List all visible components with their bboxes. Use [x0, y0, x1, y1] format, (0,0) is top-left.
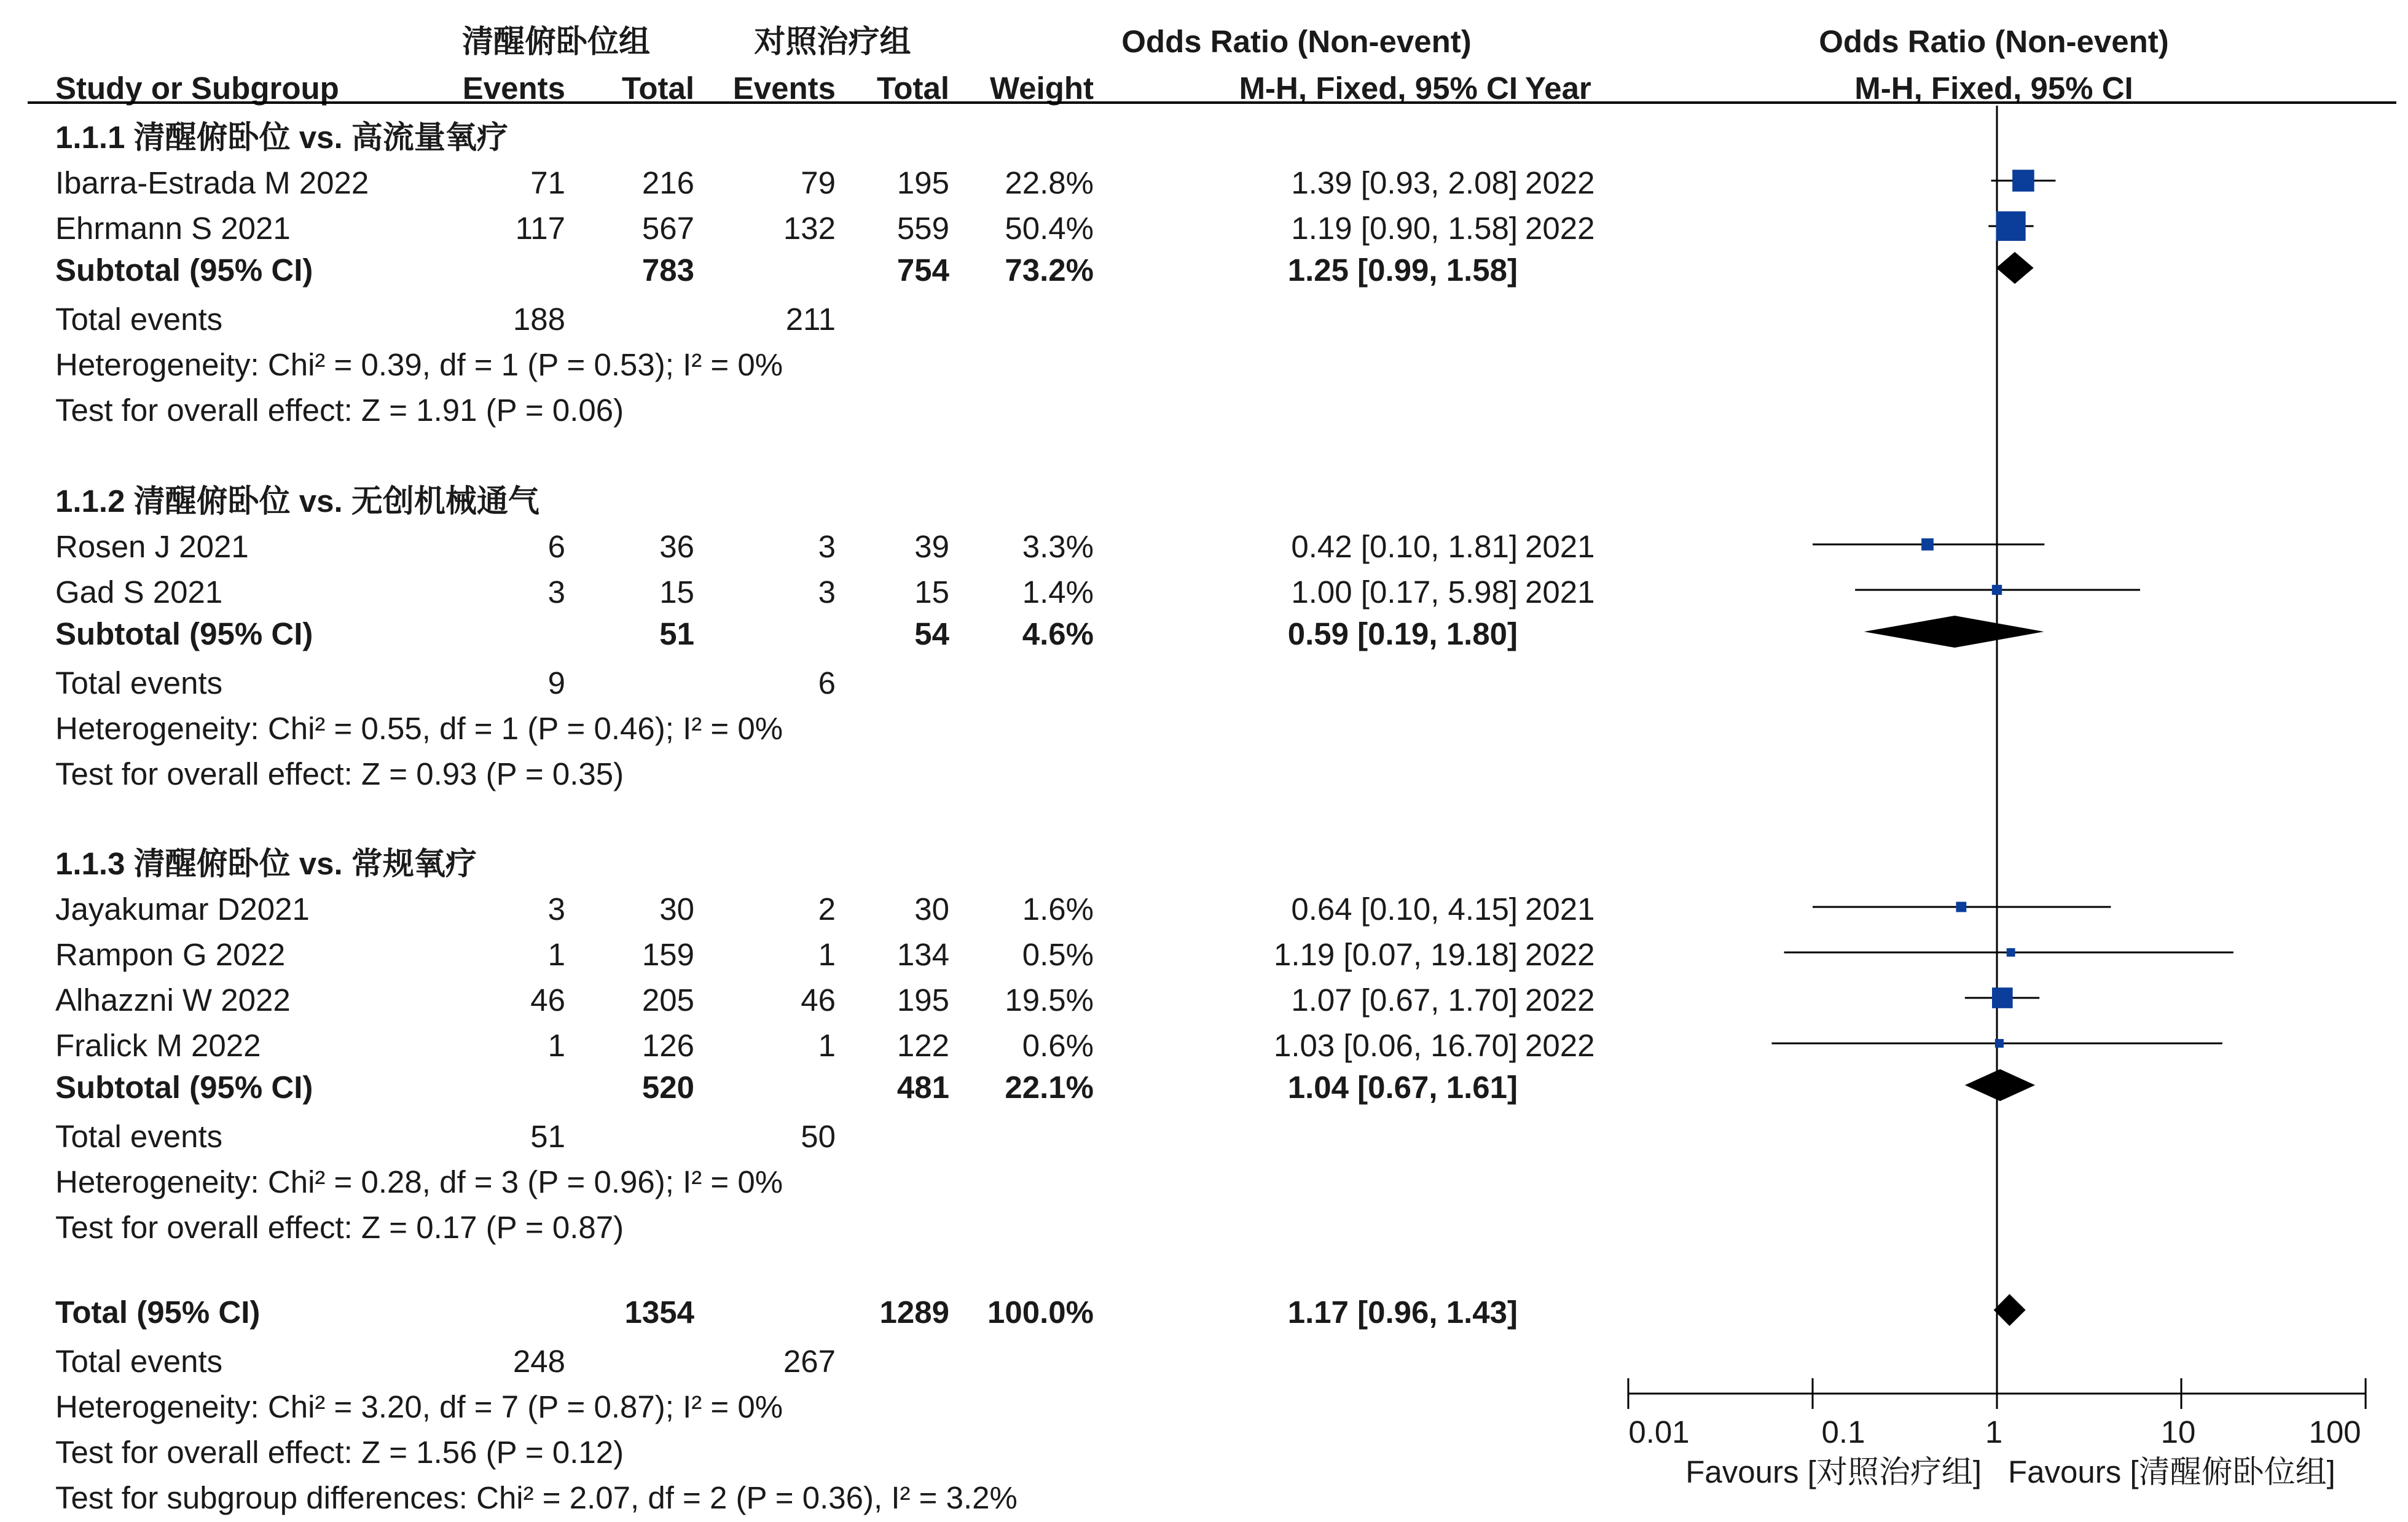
study-events-b: 1	[818, 1028, 836, 1063]
study-name: Fralick M 2022	[55, 1028, 261, 1063]
subtotal-weight: 22.1%	[1005, 1070, 1094, 1105]
subtotal-label: Subtotal (95% CI)	[55, 1070, 313, 1105]
plot-method-header: M-H, Fixed, 95% CI	[1854, 71, 2133, 106]
study-events-a: 3	[547, 892, 565, 927]
study-marker-Fralick M 2022	[1995, 1039, 2004, 1048]
study-name: Ehrmann S 2021	[55, 211, 291, 246]
total-events-label: Total events	[55, 302, 223, 337]
subtotal-total-b: 481	[896, 1070, 949, 1105]
subtotal-label: Subtotal (95% CI)	[55, 616, 313, 651]
grand-total-events-label: Total events	[55, 1344, 223, 1379]
study-ci-text: 1.07 [0.67, 1.70]	[1291, 983, 1518, 1018]
heterogeneity-text: Heterogeneity: Chi² = 0.39, df = 1 (P = 0.53); I² = 0%	[55, 347, 783, 382]
study-marker-Gad S 2021	[1992, 585, 2002, 595]
heterogeneity-text: Heterogeneity: Chi² = 0.55, df = 1 (P = 0.46); I² = 0%	[55, 711, 783, 746]
study-total-a: 216	[641, 165, 694, 200]
study-ci-text: 1.39 [0.93, 2.08]	[1291, 165, 1518, 200]
study-total-a: 36	[659, 529, 694, 564]
study-events-a: 46	[530, 983, 565, 1018]
total-events-b: 50	[801, 1119, 836, 1154]
study-marker-Ehrmann S 2021	[1996, 211, 2026, 241]
total-total-a: 1354	[624, 1295, 694, 1330]
study-total-a: 30	[659, 892, 694, 927]
study-marker-Jayakumar D2021	[1956, 902, 1966, 912]
study-events-b: 1	[818, 937, 836, 972]
study-total-b: 195	[896, 165, 949, 200]
subtotal-total-a: 783	[641, 253, 694, 288]
study-ci-text: 1.19 [0.90, 1.58]	[1291, 211, 1518, 246]
overall-effect-text: Test for overall effect: Z = 0.93 (P = 0.35)	[55, 756, 624, 791]
study-name: Ibarra-Estrada M 2022	[55, 165, 369, 200]
study-weight: 1.4%	[1022, 575, 1094, 610]
overall-effect-text: Test for overall effect: Z = 0.17 (P = 0.87)	[55, 1210, 624, 1245]
study-total-b: 30	[914, 892, 949, 927]
study-total-a: 205	[641, 983, 694, 1018]
overall-effect-text: Test for overall effect: Z = 1.91 (P = 0.06)	[55, 393, 624, 428]
subgroup-title: 1.1.3 清醒俯卧位 vs. 常规氧疗	[55, 846, 477, 881]
effect-header: Odds Ratio (Non-event)	[1121, 24, 1472, 59]
study-total-b: 559	[896, 211, 949, 246]
study-total-a: 15	[659, 575, 694, 610]
study-events-b: 132	[783, 211, 836, 246]
study-events-a: 117	[515, 211, 565, 246]
subtotal-ci-text: 1.25 [0.99, 1.58]	[1287, 253, 1518, 288]
pooled-diamond-Subtotal 1.1.2	[1864, 616, 2044, 648]
study-year: 2021	[1525, 575, 1595, 610]
study-events-b: 46	[801, 983, 836, 1018]
study-total-b: 15	[914, 575, 949, 610]
total-events-a: 9	[547, 665, 565, 700]
events-b-header: Events	[732, 71, 836, 106]
total-events-a: 51	[530, 1119, 565, 1154]
total-weight: 100.0%	[987, 1295, 1094, 1330]
grand-total-events-b: 267	[783, 1344, 836, 1379]
method-header: M-H, Fixed, 95% CI	[1239, 71, 1518, 106]
study-total-a: 159	[641, 937, 694, 972]
total-b-header: Total	[876, 71, 949, 106]
subgroup-title: 1.1.2 清醒俯卧位 vs. 无创机械通气	[55, 484, 539, 519]
study-ci-text: 1.00 [0.17, 5.98]	[1291, 575, 1518, 610]
study-ci-text: 1.19 [0.07, 19.18]	[1274, 937, 1518, 972]
study-marker-Ibarra-Estrada M 2022	[2012, 170, 2034, 192]
total-events-b: 6	[818, 665, 836, 700]
favours-left-label: Favours [对照治疗组]	[1685, 1454, 1982, 1489]
tick-label-10: 10	[2160, 1414, 2196, 1449]
study-name: Rampon G 2022	[55, 937, 286, 972]
tick-label-0.01: 0.01	[1628, 1414, 1690, 1449]
study-ci-text: 1.03 [0.06, 16.70]	[1274, 1028, 1518, 1063]
total-events-label: Total events	[55, 1119, 223, 1154]
subtotal-total-b: 54	[914, 616, 949, 651]
total-events-b: 211	[785, 302, 836, 337]
study-year: 2022	[1525, 211, 1595, 246]
total-total-b: 1289	[879, 1295, 949, 1330]
pooled-diamond-Subtotal 1.1.1	[1996, 252, 2034, 284]
study-events-b: 79	[801, 165, 836, 200]
study-events-a: 1	[547, 1028, 565, 1063]
study-total-a: 567	[641, 211, 694, 246]
study-marker-Rampon G 2022	[2007, 948, 2015, 957]
study-year: 2022	[1525, 165, 1595, 200]
grand-overall-effect-text: Test for overall effect: Z = 1.56 (P = 0.12)	[55, 1435, 624, 1470]
tick-label-100: 100	[2308, 1414, 2361, 1449]
study-name: Alhazzni W 2022	[55, 983, 291, 1018]
study-year: 2022	[1525, 937, 1595, 972]
subtotal-ci-text: 1.04 [0.67, 1.61]	[1287, 1070, 1518, 1105]
study-weight: 19.5%	[1005, 983, 1094, 1018]
study-events-a: 6	[547, 529, 565, 564]
subgroup-differences-text: Test for subgroup differences: Chi² = 2.07, df = 2 (P = 0.36), I² = 3.2%	[55, 1480, 1018, 1515]
study-weight: 50.4%	[1005, 211, 1094, 246]
weight-header: Weight	[989, 71, 1094, 106]
study-weight: 3.3%	[1022, 529, 1094, 564]
plot-effect-header: Odds Ratio (Non-event)	[1819, 24, 2169, 59]
study-total-b: 122	[896, 1028, 949, 1063]
study-events-b: 2	[818, 892, 836, 927]
group-b-header: 对照治疗组	[754, 24, 911, 59]
pooled-diamond-Subtotal 1.1.3	[1965, 1069, 2035, 1101]
total-a-header: Total	[621, 71, 694, 106]
study-events-a: 1	[547, 937, 565, 972]
study-events-a: 3	[547, 575, 565, 610]
study-name: Gad S 2021	[55, 575, 223, 610]
study-total-b: 134	[896, 937, 949, 972]
subgroup-title: 1.1.1 清醒俯卧位 vs. 高流量氧疗	[55, 120, 508, 155]
study-year: 2021	[1525, 892, 1595, 927]
study-year: 2021	[1525, 529, 1595, 564]
grand-total-events-a: 248	[512, 1344, 565, 1379]
events-a-header: Events	[462, 71, 565, 106]
study-total-a: 126	[641, 1028, 694, 1063]
study-name: Jayakumar D2021	[55, 892, 310, 927]
study-name: Rosen J 2021	[55, 529, 249, 564]
pooled-diamond-Total	[1994, 1294, 2026, 1326]
study-events-a: 71	[530, 165, 565, 200]
study-weight: 22.8%	[1005, 165, 1094, 200]
subtotal-ci-text: 0.59 [0.19, 1.80]	[1287, 616, 1518, 651]
study-year: 2022	[1525, 983, 1595, 1018]
study-marker-Alhazzni W 2022	[1992, 987, 2013, 1008]
study-marker-Rosen J 2021	[1921, 538, 1934, 551]
study-total-b: 39	[914, 529, 949, 564]
study-events-b: 3	[818, 575, 836, 610]
tick-label-1: 1	[1985, 1414, 2003, 1449]
year-header: Year	[1525, 71, 1591, 106]
study-events-b: 3	[818, 529, 836, 564]
study-header: Study or Subgroup	[55, 71, 339, 106]
subtotal-weight: 73.2%	[1005, 253, 1094, 288]
favours-right-label: Favours [清醒俯卧位组]	[2008, 1454, 2335, 1489]
total-label: Total (95% CI)	[55, 1295, 261, 1330]
tick-label-0.1: 0.1	[1821, 1414, 1865, 1449]
study-weight: 0.6%	[1022, 1028, 1094, 1063]
study-year: 2022	[1525, 1028, 1595, 1063]
total-events-a: 188	[512, 302, 565, 337]
subtotal-weight: 4.6%	[1022, 616, 1094, 651]
total-ci-text: 1.17 [0.96, 1.43]	[1287, 1295, 1518, 1330]
study-weight: 0.5%	[1022, 937, 1094, 972]
subtotal-total-a: 520	[641, 1070, 694, 1105]
study-total-b: 195	[896, 983, 949, 1018]
subtotal-total-a: 51	[659, 616, 694, 651]
study-ci-text: 0.64 [0.10, 4.15]	[1291, 892, 1518, 927]
study-weight: 1.6%	[1022, 892, 1094, 927]
study-ci-text: 0.42 [0.10, 1.81]	[1291, 529, 1518, 564]
group-a-header: 清醒俯卧位组	[461, 24, 650, 59]
subtotal-total-b: 754	[896, 253, 949, 288]
heterogeneity-text: Heterogeneity: Chi² = 0.28, df = 3 (P = 0.96); I² = 0%	[55, 1164, 783, 1199]
subtotal-label: Subtotal (95% CI)	[55, 253, 313, 288]
total-events-label: Total events	[55, 665, 223, 700]
grand-heterogeneity-text: Heterogeneity: Chi² = 3.20, df = 7 (P = 0.87); I² = 0%	[55, 1389, 783, 1424]
